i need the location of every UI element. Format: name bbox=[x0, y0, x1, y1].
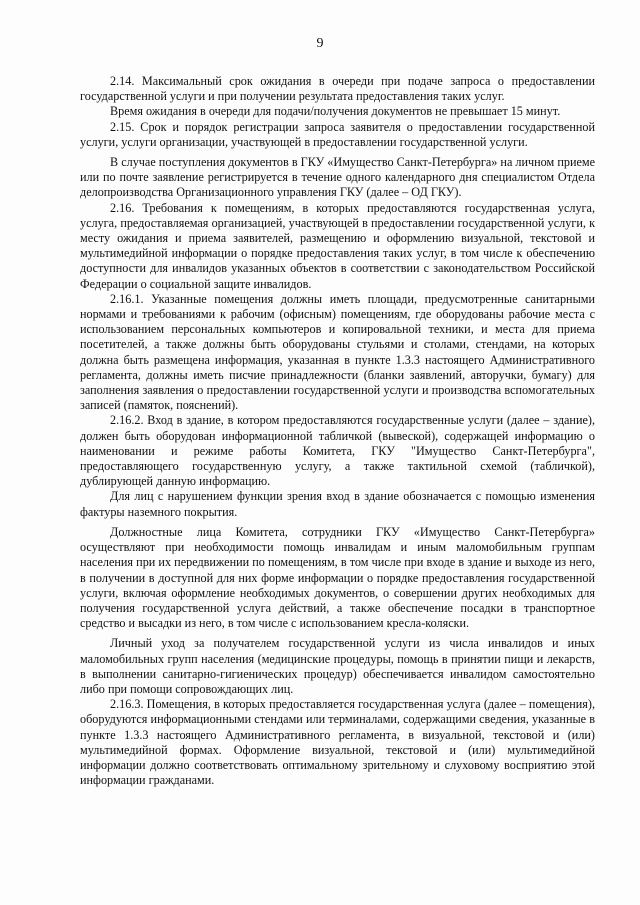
paragraph-2-16-1: 2.16.1. Указанные помещения должны иметь площади, предусмотренные санитарными нормами и требованиями к рабочим (офисным) помещениям, где оборудованы рабочие места с использованием персональных компьютеров и копировальной техники, и места для приема посетителей, а также должны быть оборудованы стульями и столами, стендами, на которых должна быть размещена информация, указанная в пункте 1.3.3 настоящего Административного регламента, должны иметь писчие принадлежности (бланки заявлений, авторучки, бумагу) для заполнения заявления о предоставлении государственной услуги и производства вспомогательных записей (памяток, пояснений). bbox=[80, 291, 595, 413]
paragraph-2-15: 2.15. Срок и порядок регистрации запроса заявителя о предоставлении государственной услуги, услуги организации, участвующей в предоставлении государственной услуги. bbox=[80, 119, 595, 149]
document-body bbox=[80, 74, 595, 788]
paragraph-officials-assistance: Должностные лица Комитета, сотрудники ГКУ «Имущество Санкт-Петербурга» осуществляют при необходимости помощь инвалидам и иным маломобильным группам населения при их передвижении по помещениям, в том числе при входе в здание и выходе из него, в получении в доступной для них форме информации о порядке предоставления государственной услуги, включая оформление необходимых документов, о совершении других необходимых для получения государственной услуга действий, а также обеспечение посадки в транспортное средство и высадки из него, в том числе с использованием кресла-коляски. bbox=[80, 524, 595, 631]
paragraph-registration: В случае поступления документов в ГКУ «Имущество Санкт-Петербурга» на личном приеме или по почте заявление регистрируется в течение одного календарного дня специалистом Отдела делопроизводства Организационного управления ГКУ (далее – ОД ГКУ). bbox=[80, 155, 595, 200]
page-number: 9 bbox=[316, 36, 324, 51]
paragraph-personal-care: Личный уход за получателем государственной услуги из числа инвалидов и иных маломобильных групп населения (медицинские процедуры, помощь в принятии пищи и лекарств, в выполнении санитарно-гигиенических процедур) обеспечивается инвалидом самостоятельно либо при помощи сопровождающих лиц. bbox=[80, 636, 595, 696]
paragraph-2-16-3: 2.16.3. Помещения, в которых предоставляется государственная услуга (далее – помещения), оборудуются информационными стендами или терминалами, содержащими сведения, указанные в пункте 1.3.3 настоящего Административного регламента, в визуальной, текстовой и (или) мультимедийной формах. Оформление визуальной, текстовой и (или) мультимедийной информации должно соответствовать оптимальному зрительному и слуховому восприятию этой информации гражданами. bbox=[80, 697, 595, 788]
paragraph-wait-time: Время ожидания в очереди для подачи/получения документов не превышает 15 минут. bbox=[110, 104, 561, 119]
paragraph-2-14: 2.14. Максимальный срок ожидания в очереди при подаче запроса о предоставлении государственной услуги и при получении результата предоставления таких услуг. bbox=[80, 74, 595, 104]
paragraph-vision-impaired: Для лиц с нарушением функции зрения вход в здание обозначается с помощью изменения фактуры наземного покрытия. bbox=[80, 489, 595, 519]
paragraph-2-16: 2.16. Требования к помещениям, в которых предоставляются государственная услуга, услуга, предоставляемая организацией, участвующей в предоставлении государственной услуги, к месту ожидания и приема заявителей, размещению и оформлению визуальной, текстовой и мультимедийной информации о порядке предоставления таких услуг, в том числе к обеспечению доступности для инвалидов указанных объектов в соответствии с законодательством Российской Федерации о социальной защите инвалидов. bbox=[80, 200, 595, 291]
paragraph-2-16-2: 2.16.2. Вход в здание, в котором предоставляются государственные услуги (далее – здание), должен быть оборудован информационной табличкой (вывеской), содержащей информацию о наименовании и режиме работы Комитета, ГКУ "Имущество Санкт-Петербурга", предоставляющего государственную услугу, а также тактильной схемой (табличкой), дублирующей данную информацию. bbox=[80, 413, 595, 489]
